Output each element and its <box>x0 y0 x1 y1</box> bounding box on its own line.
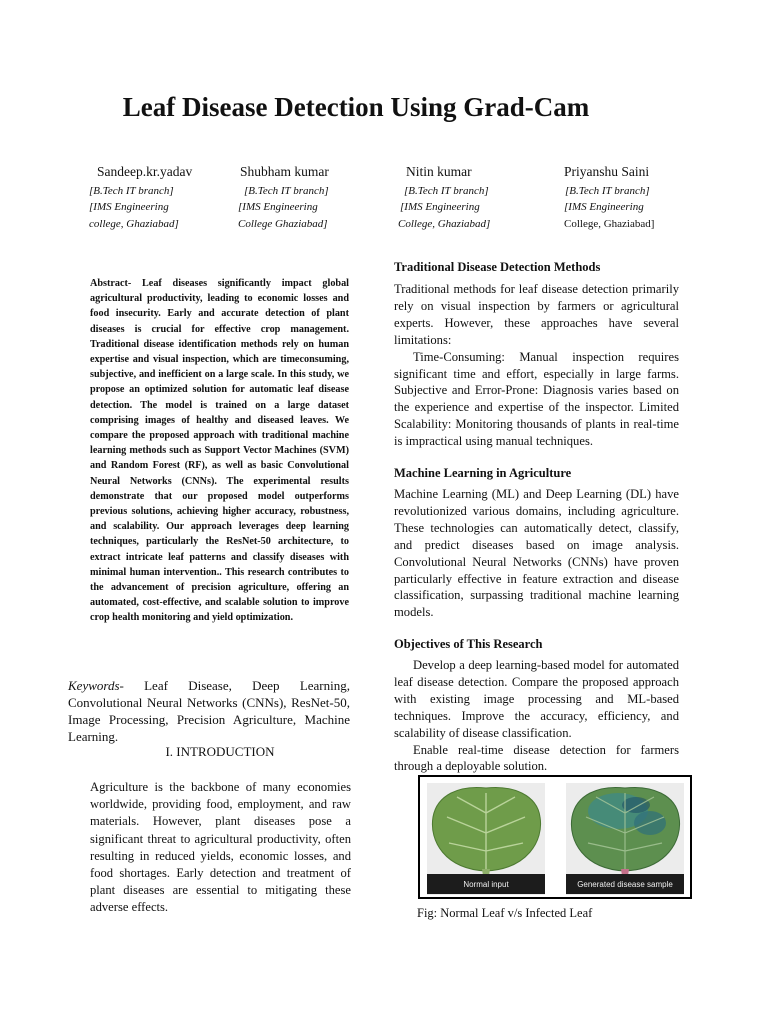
author-affiliation: [B.Tech IT branch] <box>244 184 329 197</box>
paragraph: Time-Consuming: Manual inspection requires significant time and effort, especially in large farms. Subjective and Error-Prone: Diagnosis varies based on the experience and expertise of the inspector. Limited Scalability: Monitoring thousands of plants in real-time is impractical using manual techniques. <box>394 349 679 449</box>
author-affiliation: [IMS Engineering <box>400 201 480 213</box>
author-affiliation: [IMS Engineering <box>564 201 644 213</box>
abstract-text: Abstract- Leaf diseases significantly impact global agricultural productivity, leading to economic losses and food insecurity. Early and accurate detection of plant diseases is crucial for effective crop management. Traditional disease identification methods rely on human expertise and visual inspection, which are timeconsuming, subjective, and inefficient on a large scale. In this study, we propose an optimized solution for automatic leaf disease detection. The model is trained on a large dataset comprising images of healthy and diseased leaves. We compare the proposed approach with traditional machine learning methods such as Support Vector Machines (SVM) and Random Forest (RF), as well as basic Convolutional Neural Networks (CNNs). The experimental results demonstrate that our proposed model outperforms previous solutions, achieving higher accuracy, robustness, and scalability. Our approach leverages deep learning techniques, particularly the ResNet-50 architecture, to extract intricate leaf patterns and classify diseases with minimal human intervention.. This research contributes to the advancement of precision agriculture, offering an automated, cost-effective, and scalable solution to improve crop health monitoring and yield optimization. <box>90 278 349 624</box>
keywords <box>68 677 350 745</box>
figure-leaf-comparison <box>418 775 692 899</box>
section-heading-ml: Machine Learning in Agriculture <box>394 466 572 480</box>
traditional-methods-text <box>394 281 679 450</box>
author-block-1 <box>89 164 193 232</box>
author-block-2 <box>240 164 329 232</box>
author-block-3 <box>398 164 491 232</box>
author-affiliation: college, Ghaziabad] <box>89 217 179 230</box>
author-affiliation: [B.Tech IT branch] <box>89 184 174 197</box>
paragraph: Machine Learning (ML) and Deep Learning (DL) have revolutionized various domains, including agriculture. These technologies can automatically detect, classify, and predict diseases based on image analysis. Convolutional Neural Networks (CNNs) have proven particularly effective in feature extraction and disease classification, surpassing traditional machine learning models. <box>394 487 679 620</box>
keywords-text: Leaf Disease, Deep Learning, Convolutional Neural Networks (CNNs), ResNet-50, Image Processing, Precision Agriculture, Machine Learning. <box>68 678 350 744</box>
objectives-text <box>394 657 679 775</box>
paragraph: Develop a deep learning-based model for automated leaf disease detection. Compare the proposed approach with existing image processing and ML-based techniques. Improve the accuracy, efficiency, and scalability of disease classification. <box>394 658 679 740</box>
section-heading-objectives: Objectives of This Research <box>394 637 543 651</box>
author-affiliation: [IMS Engineering <box>89 201 169 213</box>
infected-leaf-label: Generated disease sample <box>566 874 684 894</box>
author-affiliation: [B.Tech IT branch] <box>565 184 650 197</box>
section-heading-introduction: I. INTRODUCTION <box>165 744 275 759</box>
author-name: Priyanshu Saini <box>564 164 650 179</box>
infected-leaf-image <box>566 783 684 895</box>
author-name: Sandeep.kr.yadav <box>97 164 193 179</box>
author-affiliation: [B.Tech IT branch] <box>404 184 489 197</box>
author-affiliation: College Ghaziabad] <box>238 217 328 230</box>
paragraph: Enable real-time disease detection for farmers through a deployable solution. <box>394 742 679 774</box>
author-name: Nitin kumar <box>406 164 472 179</box>
paragraph: Traditional methods for leaf disease detection primarily rely on visual inspection by farmers or agricultural experts. However, these approaches have several limitations: <box>394 282 679 347</box>
ml-text <box>394 486 679 621</box>
author-affiliation: [IMS Engineering <box>238 201 318 213</box>
figure-caption: Fig: Normal Leaf v/s Infected Leaf <box>417 906 593 920</box>
normal-leaf-label: Normal input <box>427 874 545 894</box>
section-heading-traditional: Traditional Disease Detection Methods <box>394 260 601 274</box>
author-block-4 <box>564 164 654 232</box>
normal-leaf-image <box>427 783 545 895</box>
keywords-label: Keywords- <box>68 678 124 693</box>
author-name: Shubham kumar <box>240 164 329 179</box>
paper-title: Leaf Disease Detection Using Grad-Cam <box>122 92 590 122</box>
author-affiliation: College, Ghaziabad] <box>398 217 491 230</box>
author-affiliation: College, Ghaziabad] <box>564 217 655 230</box>
introduction-text: Agriculture is the backbone of many economies worldwide, providing food, employment, and raw materials. However, plant diseases pose a significant threat to agricultural productivity, often resulting in reduced yields, economic losses, and food shortages. Early detection and treatment of plant diseases are essential to mitigating these adverse effects. <box>90 780 351 915</box>
